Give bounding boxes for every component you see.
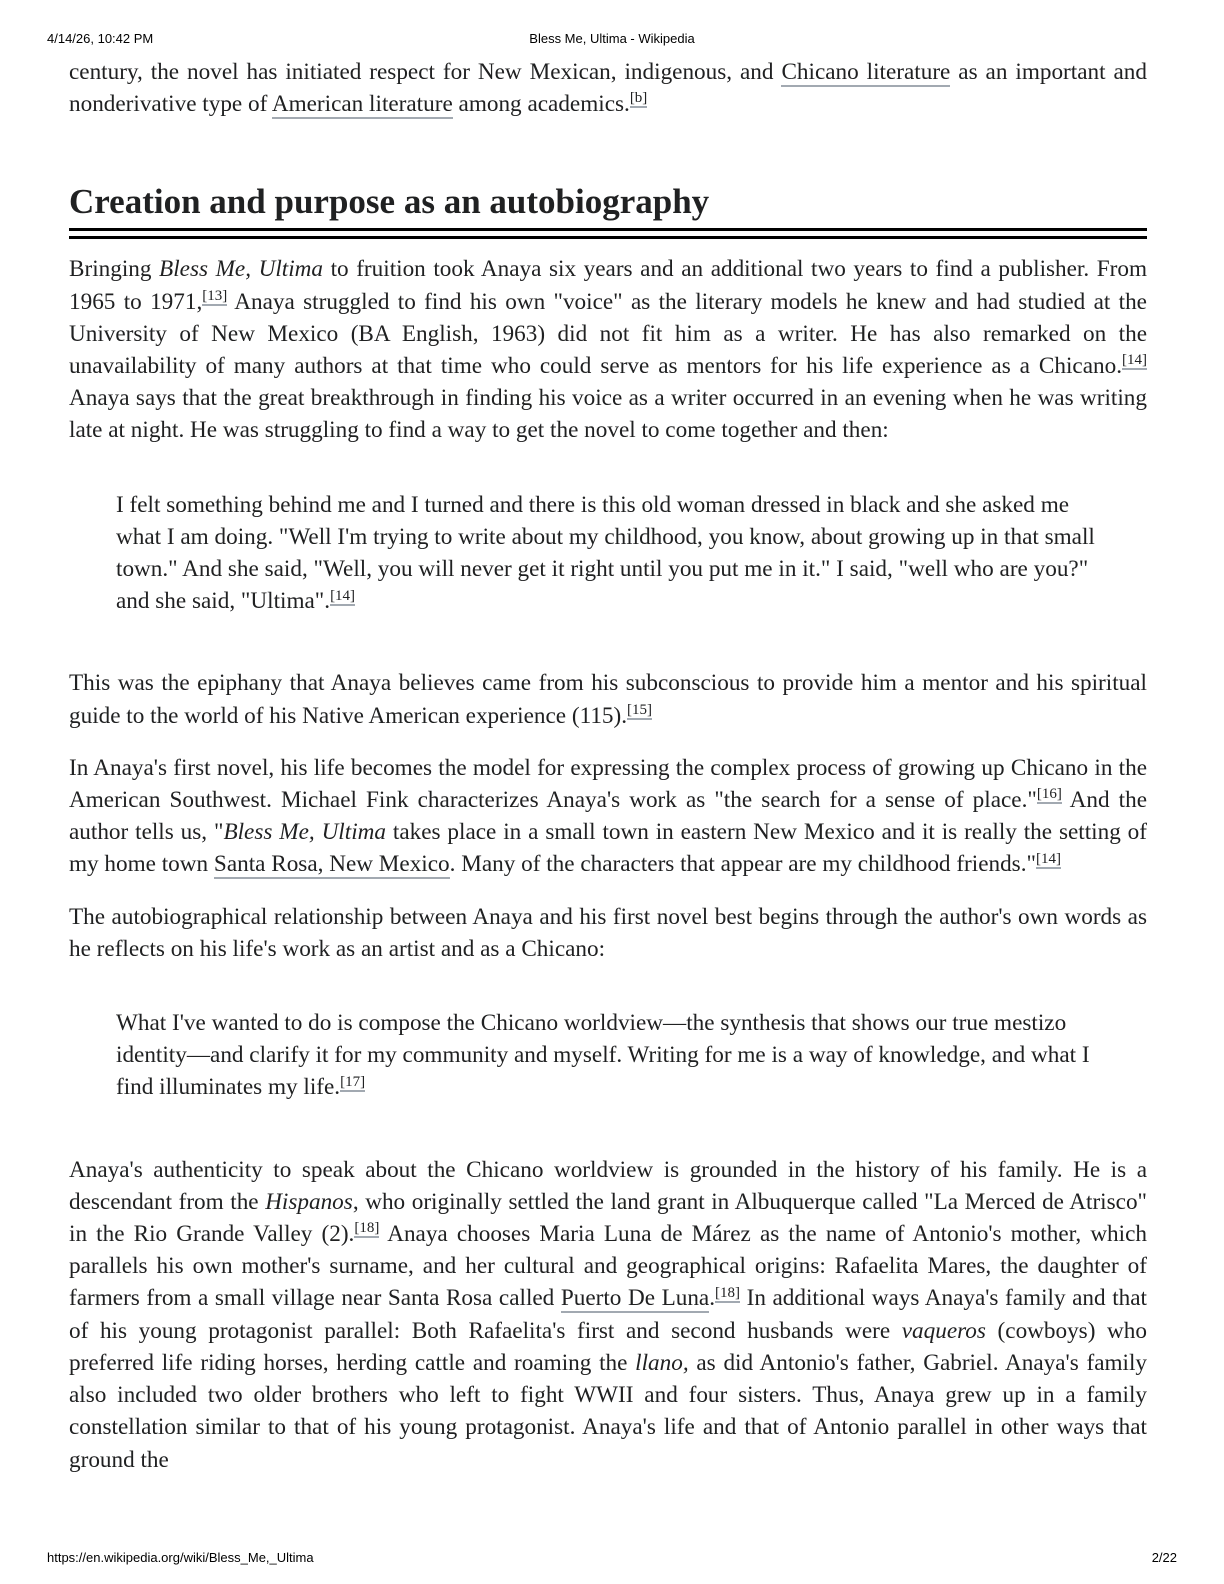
citation-14 (1122, 352, 1147, 370)
italic-title: Bless Me, Ultima (159, 256, 323, 283)
section-heading: Creation and purpose as an autobiography (69, 182, 710, 222)
paragraph-first-novel (69, 752, 1147, 881)
citation-16 (1037, 786, 1062, 804)
print-header (0, 31, 1224, 49)
citation-13 (202, 288, 227, 306)
article-content (69, 56, 1147, 1496)
citation-link-18[interactable]: [18] (715, 1284, 741, 1301)
print-footer (0, 1550, 1224, 1568)
text: to fruition took Anaya six years and an additional two years to find a publisher. From 1965 to 1971, (69, 256, 1147, 315)
text: In additional ways Anaya's family and that of his young protagonist parallel: Both Rafaelita's first and second husbands were (69, 1285, 1147, 1344)
citation-link-17[interactable]: [17] (340, 1073, 366, 1090)
text: as an important and nonderivative type of (69, 59, 1147, 118)
citation-link-16[interactable]: [16] (1036, 786, 1062, 803)
citation-18 (354, 1220, 379, 1238)
link-santa-rosa-new-mexico[interactable]: Santa Rosa, New Mexico (213, 851, 450, 878)
text: Bringing (69, 256, 160, 283)
italic-term: llano, (635, 1349, 689, 1376)
blockquote-worldview (116, 1007, 1100, 1104)
note-b (630, 90, 648, 108)
citation-18 (715, 1285, 740, 1303)
text: In Anaya's first novel, his life becomes the model for expressing the complex process of growing up Chicano in the American Southwest. Michael Fink characterizes Anaya's work as "the search for a sense of place." (69, 754, 1147, 814)
text: . Many of the characters that appear are my childhood friends." (449, 851, 1036, 878)
citation-link-13[interactable]: [13] (202, 287, 228, 304)
citation-17 (340, 1074, 365, 1092)
text: century, the novel has initiated respect for New Mexican, indigenous, and (69, 59, 782, 85)
print-page-title: Bless Me, Ultima - Wikipedia (529, 31, 695, 46)
citation-14 (330, 588, 355, 606)
citation-link-14[interactable]: [14] (1035, 850, 1061, 867)
link-american-literature[interactable]: American literature (271, 91, 453, 118)
paragraph-authenticity (69, 1154, 1147, 1476)
text: And the author tells us, " (69, 787, 1147, 846)
paragraph-creation (69, 253, 1147, 446)
text: Anaya chooses Maria Luna de Márez as the name of Antonio's mother, which parallels his own mother's surname, and her cultural and geographical origins: Rafaelita Mares, the daughter of farmers from a small village near Santa Rosa called (69, 1221, 1147, 1312)
text: This was the epiphany that Anaya believes came from his subconscious to provide him a mentor and his spiritual guide to the world of his Native American experience (115). (69, 670, 1147, 729)
paragraph-autobiographical (69, 901, 1147, 965)
citation-link-15[interactable]: [15] (627, 701, 653, 718)
paragraph-epiphany (69, 667, 1147, 731)
quote-text: What I've wanted to do is compose the Chicano worldview—the synthesis that shows our true mestizo identity—and clarify it for my community and myself. Writing for me is a way of knowledge, and what I find illuminates my life. (116, 1010, 1090, 1101)
print-url: https://en.wikipedia.org/wiki/Bless_Me,_Ultima (47, 1550, 314, 1565)
text: The autobiographical relationship between Anaya and his first novel best begins through the author's own words as he reflects on his life's work as an artist and as a Chicano: (69, 903, 1147, 962)
blockquote-ultima (116, 489, 1100, 618)
italic-title: Bless Me, Ultima (223, 819, 386, 846)
text: , who originally settled the land grant in Albuquerque called "La Merced de Atrisco" in the Rio Grande Valley (2). (69, 1188, 1147, 1248)
text: . (709, 1285, 716, 1312)
italic-term: vaqueros (901, 1317, 986, 1344)
text: among academics. (452, 91, 630, 118)
text: Anaya struggled to find his own "voice" as the literary models he knew and had studied at the University of New Mexico (BA English, 1963) did not fit him as a writer. He has also remarked on the unavailability of many authors at that time who could serve as mentors for his life experience as a Chicano. (69, 288, 1147, 380)
intro-continuation-paragraph (69, 56, 1147, 120)
citation-15 (627, 702, 652, 720)
print-page-number: 2/22 (1151, 1550, 1177, 1565)
text: Anaya says that the great breakthrough in finding his voice as a writer occurred in an evening when he was writing late at night. He was struggling to find a way to get the novel to come together and then: (69, 385, 1147, 444)
citation-link-14[interactable]: [14] (1122, 352, 1147, 369)
text: (cowboys) who preferred life riding horses, herding cattle and roaming the (69, 1317, 1147, 1376)
citation-link-14[interactable]: [14] (330, 587, 356, 604)
italic-term: Hispanos (265, 1188, 353, 1215)
citation-14 (1036, 851, 1061, 869)
print-datetime: 4/14/26, 10:42 PM (47, 31, 154, 46)
citation-link-18[interactable]: [18] (354, 1220, 380, 1237)
text: Anaya's authenticity to speak about the Chicano worldview is grounded in the history of his family. He is a descendant from the (69, 1156, 1147, 1215)
text: takes place in a small town in eastern New Mexico and it is really the setting of my home town (69, 819, 1147, 878)
section-heading-block (69, 180, 1147, 239)
quote-text: I felt something behind me and I turned and there is this old woman dressed in black and she asked me what I am doing. "Well I'm trying to write about my childhood, you know, about growing up in that small town." And she said, "Well, you will never get it right until you put me in it." I said, "well who are you?" and she said, "Ultima". (116, 491, 1095, 615)
link-puerto-de-luna[interactable]: Puerto De Luna (560, 1285, 710, 1312)
text: as did Antonio's father, Gabriel. Anaya's family also included two older brothers who left to fight WWII and four sisters. Thus, Anaya grew up in a family constellation similar to that of his young protagonist. Anaya's life and that of Antonio parallel in other ways that ground the (69, 1349, 1147, 1473)
note-link-b[interactable]: [b] (629, 90, 648, 107)
heading-divider (69, 228, 1147, 239)
link-chicano-literature[interactable]: Chicano literature (781, 59, 951, 85)
